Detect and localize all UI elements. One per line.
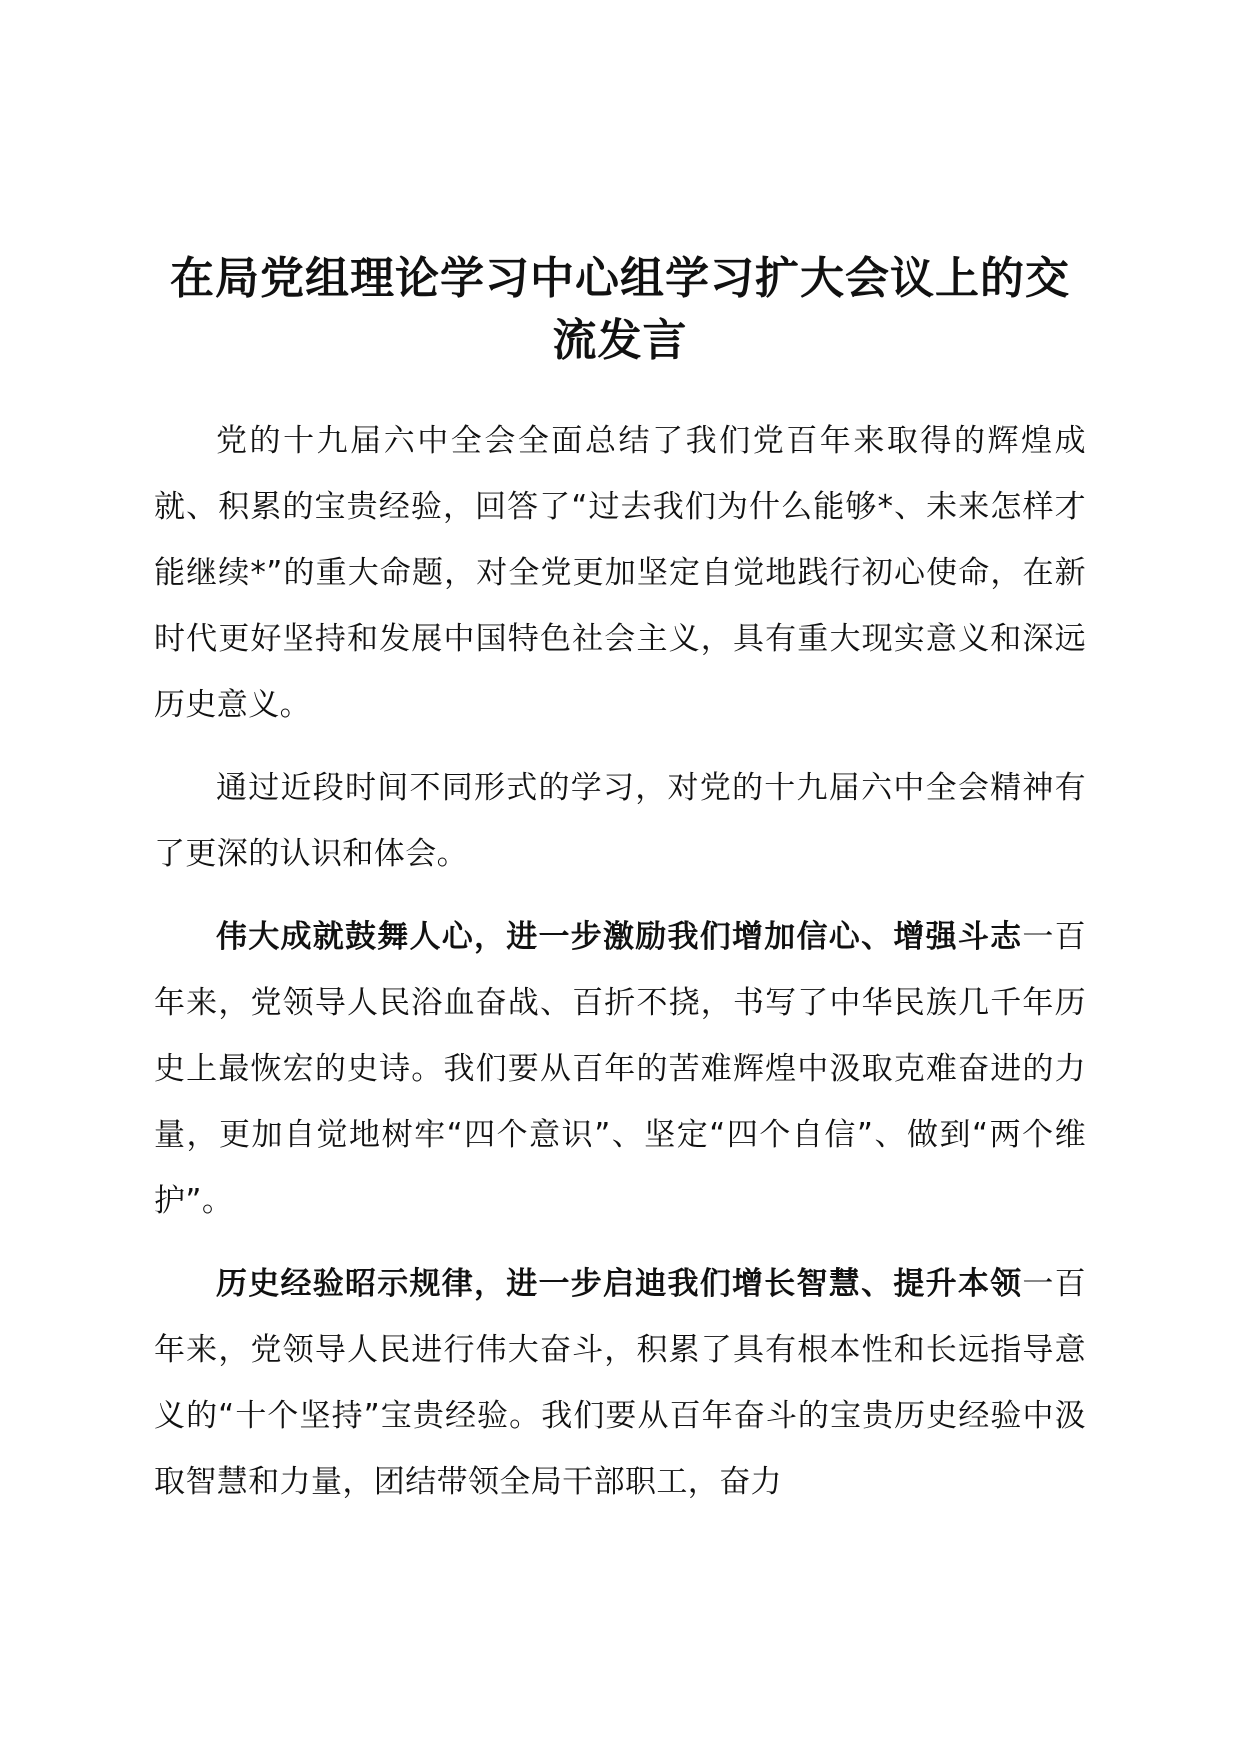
section-heading-2: 历史经验昭示规律，进一步启迪我们增长智慧、提升本领 — [216, 1266, 1023, 1302]
paragraph-4 — [154, 1251, 1086, 1515]
paragraph-1-text: 党的十九届六中全会全面总结了我们党百年来取得的辉煌成就、积累的宝贵经验，回答了“过去我们为什么能够*、未来怎样才能继续*”的重大命题，对全党更加坚定自觉地践行初心使命，在新时代更好坚持和发展中国特色社会主义，具有重大现实意义和深远历史意义。 — [154, 423, 1086, 723]
document-body — [154, 408, 1086, 1532]
paragraph-1 — [154, 408, 1086, 738]
document-title: 在局党组理论学习中心组学习扩大会议上的交流发言 — [170, 253, 1070, 366]
paragraph-4-text: 一百年来，党领导人民进行伟大奋斗，积累了具有根本性和长远指导意义的“十个坚持”宝贵经验。我们要从百年奋斗的宝贵历史经验中汲取智慧和力量，团结带领全局干部职工，奋力 — [154, 1266, 1086, 1500]
section-heading-1: 伟大成就鼓舞人心，进一步激励我们增加信心、增强斗志 — [216, 919, 1023, 955]
paragraph-3 — [154, 904, 1086, 1234]
paragraph-3-text: 一百年来，党领导人民浴血奋战、百折不挠，书写了中华民族几千年历史上最恢宏的史诗。我们要从百年的苦难辉煌中汲取克难奋进的力量，更加自觉地树牢“四个意识”、坚定“四个自信”、做到“两个维护”。 — [154, 919, 1086, 1219]
paragraph-2 — [154, 755, 1086, 887]
paragraph-2-text: 通过近段时间不同形式的学习，对党的十九届六中全会精神有了更深的认识和体会。 — [154, 770, 1086, 872]
